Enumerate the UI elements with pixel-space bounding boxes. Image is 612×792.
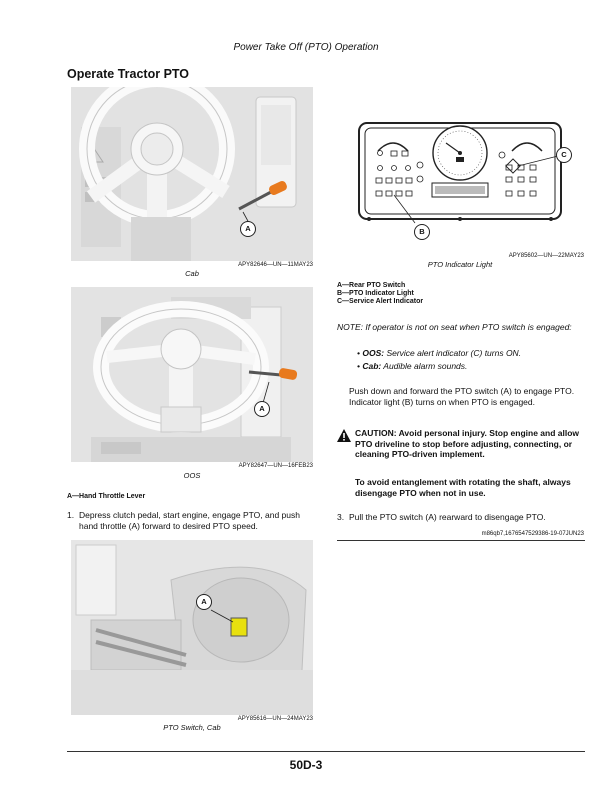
section-title: Operate Tractor PTO <box>67 67 190 81</box>
bullet-label-oos: OOS: <box>362 348 385 358</box>
bullet-text-cab: Audible alarm sounds. <box>381 361 468 371</box>
callout-b-indicator: B <box>414 224 430 240</box>
legend-pto-indicator-light: B—PTO Indicator Light <box>337 290 414 297</box>
note-bullet-cab: • Cab: Audible alarm sounds. <box>357 361 468 371</box>
pto-switch-console-illustration <box>71 540 313 715</box>
figure-code-cab: APY82646—UN—11MAY23 <box>238 262 313 268</box>
caution-entanglement: To avoid entanglement with rotating the shaft, always disengage PTO when not in use. <box>355 477 571 498</box>
caption-switch: PTO Switch, Cab <box>163 723 221 732</box>
figure-pto-switch <box>71 540 313 715</box>
step-1-text: Depress clutch pedal, start engine, engage PTO, and push hand throttle (A) forward to desired PTO speed. <box>79 510 300 531</box>
figure-code-oos: APY82647—UN—16FEB23 <box>238 463 313 469</box>
page-number: 50D-3 <box>289 758 323 772</box>
running-header: Power Take Off (PTO) Operation <box>233 42 379 53</box>
document-code: m86qb7,1676547529386-19-07JUN23 <box>481 531 584 537</box>
push-instruction: Push down and forward the PTO switch (A) to engage PTO. Indicator light (B) turns on when PTO is engaged. <box>349 386 575 407</box>
caption-indicator: PTO Indicator Light <box>427 260 493 269</box>
instrument-cluster-illustration <box>336 113 584 253</box>
legend-rear-pto-switch: A—Rear PTO Switch <box>337 282 406 289</box>
footer-rule <box>67 751 585 752</box>
callout-c-indicator: C <box>556 147 572 163</box>
figure-code-indicator: APY85602—UN—22MAY23 <box>508 253 584 259</box>
note-bullet-oos: • OOS: Service alert indicator (C) turns ON. <box>357 348 522 358</box>
figure-pto-indicator <box>336 113 584 253</box>
callout-a-switch: A <box>196 594 212 610</box>
bullet-text-oos: Service alert indicator (C) turns ON. <box>384 348 522 358</box>
figure-cab <box>71 87 313 261</box>
step-3-number: 3. <box>337 512 345 522</box>
legend-service-alert-indicator: C—Service Alert Indicator <box>337 298 424 305</box>
figure-code-switch: APY85616—UN—24MAY23 <box>237 716 313 722</box>
bullet-label-cab: Cab: <box>362 361 382 371</box>
callout-a-cab: A <box>240 221 256 237</box>
caption-cab: Cab <box>185 269 199 278</box>
warning-icon <box>337 429 351 442</box>
caption-oos: OOS <box>183 471 201 480</box>
callout-a-oos: A <box>254 401 270 417</box>
section-divider <box>337 540 585 541</box>
legend-hand-throttle: A—Hand Throttle Lever <box>67 493 146 500</box>
step-1-number: 1. <box>67 510 75 520</box>
oos-steering-wheel-illustration <box>71 287 313 462</box>
caution-text: CAUTION: Avoid personal injury. Stop engine and allow PTO driveline to stop before adjusting, connecting, or cleaning PTO-driven implement. <box>355 428 580 459</box>
step-3-text: Pull the PTO switch (A) rearward to disengage PTO. <box>349 512 546 522</box>
figure-oos <box>71 287 313 462</box>
note-text: NOTE: If operator is not on seat when PTO switch is engaged: <box>337 322 572 332</box>
cab-steering-wheel-illustration <box>71 87 313 261</box>
